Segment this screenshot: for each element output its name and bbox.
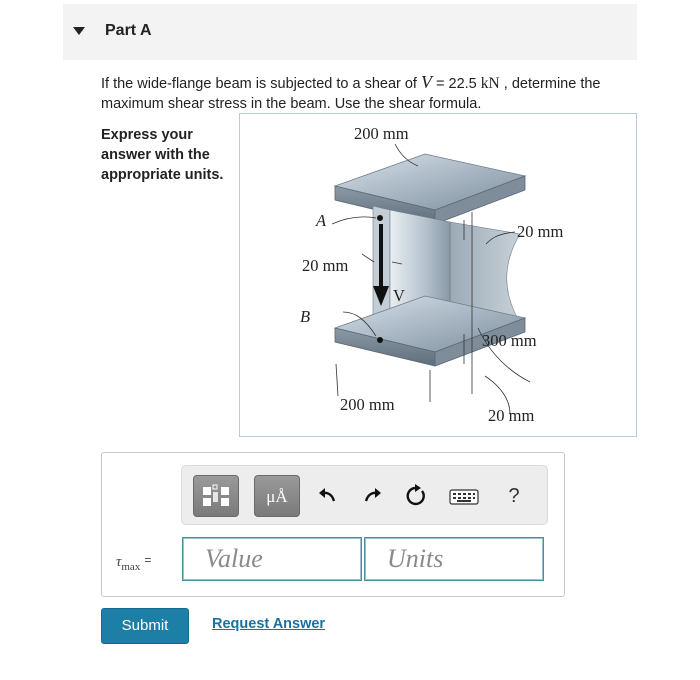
answer-box [101, 452, 565, 597]
request-answer-link[interactable]: Request Answer [212, 616, 326, 632]
question-text: If the wide-flange beam is subjected to a shear of V = 22.5 kN , determine the maximum shear stress in the beam. Use the shear formula. [101, 72, 601, 112]
reset-icon[interactable] [402, 482, 430, 510]
tau-max-label: $\tau_{max}$ = [116, 553, 152, 573]
math-toolbar [181, 465, 548, 525]
submit-button[interactable]: Submit [101, 608, 189, 644]
dim-flange-thickness-top: 20 mm [517, 222, 564, 241]
undo-icon[interactable] [314, 482, 342, 510]
value-input[interactable] [182, 537, 362, 581]
shear-v-label: V [393, 286, 405, 305]
units-input[interactable] [364, 537, 544, 581]
wide-flange-beam-illustration [240, 114, 636, 436]
part-header[interactable] [63, 4, 637, 60]
templates-icon [194, 476, 238, 516]
redo-icon[interactable] [358, 482, 386, 510]
part-title: Part A [105, 22, 152, 39]
dim-bottom-width: 200 mm [340, 395, 395, 414]
dim-web-thickness: 20 mm [302, 256, 349, 275]
beam-figure [239, 113, 637, 437]
keyboard-icon[interactable] [447, 482, 481, 510]
point-b-label: B [300, 307, 311, 326]
dim-top-width: 200 mm [354, 124, 409, 143]
dim-flange-thickness-bottom: 20 mm [488, 406, 535, 425]
units-button[interactable]: μÅ [254, 475, 300, 517]
point-a-label: A [316, 211, 327, 230]
collapse-caret-icon[interactable] [73, 27, 85, 35]
dim-depth: 300 mm [482, 331, 537, 350]
help-icon[interactable]: ? [508, 485, 520, 507]
answer-instruction: Express your answer with the appropriate units. [101, 127, 224, 183]
templates-button[interactable] [193, 475, 239, 517]
